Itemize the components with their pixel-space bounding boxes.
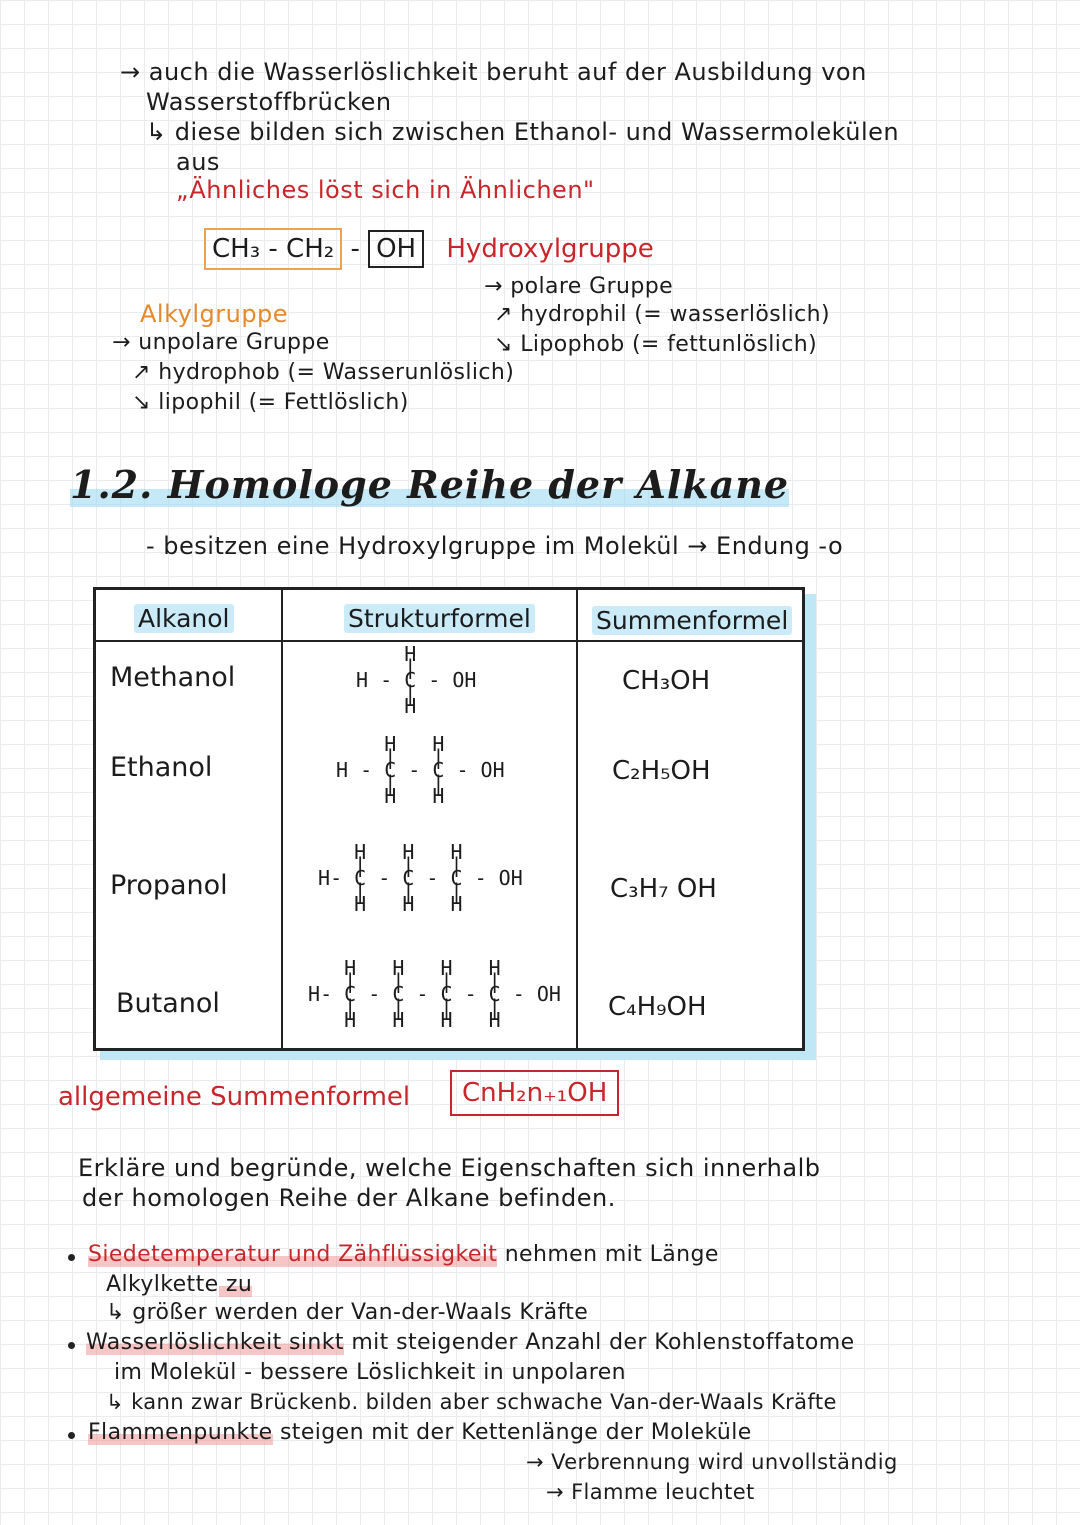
intro-quote: „Ähnliches löst sich in Ähnlichen" — [176, 176, 595, 204]
table-row-name: Propanol — [110, 870, 228, 901]
table-row-structure: H H H | | | H- C - C - C - OH | | | H H H — [318, 840, 523, 916]
intro-line-3: ↳ diese bilden sich zwischen Ethanol- und Wassermolekülen — [146, 118, 900, 146]
hydroxyl-label: Hydroxylgruppe — [446, 234, 654, 264]
alkyl-prop-1: → unpolare Gruppe — [112, 330, 330, 355]
general-formula: CnH₂n₊₁OH — [450, 1070, 619, 1116]
table-row-formula: CH₃OH — [622, 666, 711, 696]
bullet-dot — [68, 1254, 75, 1261]
bullet-2-sub: ↳ kann zwar Brückenb. bilden aber schwache Van-der-Waals Kräfte — [106, 1390, 837, 1414]
bullet-3-sub-1: → Verbrennung wird unvollständig — [526, 1450, 898, 1474]
table-divider — [96, 640, 802, 642]
bullet-dot — [68, 1432, 75, 1439]
alkyl-prop-3: ↘ lipophil (= Fettlöslich) — [132, 390, 409, 415]
alkyl-label: Alkylgruppe — [140, 300, 289, 328]
header-summen: Summenformel — [592, 606, 792, 635]
bullet-3-sub-2: → Flamme leuchtet — [546, 1480, 755, 1504]
bullet-1-line-1: Siedetemperatur und Zähflüssigkeit nehmen mit Länge — [88, 1242, 719, 1267]
bullet-1-line-2: Alkylkette zu — [106, 1272, 253, 1297]
section-title — [70, 462, 789, 507]
table-row-structure: H | H - C - OH | H — [356, 642, 477, 718]
intro-line-2: Wasserstoffbrücken — [146, 88, 392, 116]
table-row-structure: H H H H | | | | H- C - C - C - C - OH | | | | H H H H — [308, 956, 561, 1032]
header-alkanol: Alkanol — [134, 604, 234, 633]
table-row-name: Methanol — [110, 662, 236, 693]
section-title-text: 1.2. Homologe Reihe der Alkane — [70, 462, 790, 507]
bullet-1-sub: ↳ größer werden der Van-der-Waals Kräfte — [106, 1300, 589, 1325]
table-row-name: Butanol — [116, 988, 220, 1019]
molecule-formula — [204, 234, 654, 264]
table-row-formula: C₂H₅OH — [612, 756, 711, 786]
bullet-3-line-1: Flammenpunkte steigen mit der Kettenlänge der Moleküle — [88, 1420, 752, 1445]
alkyl-prop-2: ↗ hydrophob (= Wasserunlöslich) — [132, 360, 515, 385]
table-row-structure: H H | | H - C - C - OH | | H H — [336, 732, 505, 808]
bond-dash: - — [350, 234, 360, 264]
bullet-2-line-2: im Molekül - bessere Löslichkeit in unpolaren — [114, 1360, 626, 1385]
table-row-formula: C₄H₉OH — [608, 992, 707, 1022]
table-row-name: Ethanol — [110, 752, 213, 783]
question-line-2: der homologen Reihe der Alkane befinden. — [82, 1184, 616, 1212]
intro-line-4: aus — [176, 148, 220, 176]
oh-part: OH — [368, 230, 424, 268]
bullet-2-line-1: Wasserlöslichkeit sinkt mit steigender Anzahl der Kohlenstoffatome — [86, 1330, 855, 1355]
bullet-dot — [68, 1342, 75, 1349]
table-divider — [576, 590, 578, 1048]
table-row-formula: C₃H₇ OH — [610, 874, 717, 904]
general-formula-label: allgemeine Summenformel — [58, 1082, 411, 1112]
header-struktur: Strukturformel — [344, 604, 535, 633]
hydroxyl-prop-2: ↗ hydrophil (= wasserlöslich) — [494, 302, 830, 327]
hydroxyl-prop-3: ↘ Lipophob (= fettunlöslich) — [494, 332, 818, 357]
section-subtitle: - besitzen eine Hydroxylgruppe im Molekül → Endung -o — [146, 532, 844, 560]
question-line-1: Erkläre und begründe, welche Eigenschaften sich innerhalb — [78, 1154, 821, 1182]
hydroxyl-prop-1: → polare Gruppe — [484, 274, 674, 299]
alkanol-table — [93, 587, 805, 1051]
table-divider — [281, 590, 283, 1048]
intro-line-1: → auch die Wasserlöslichkeit beruht auf der Ausbildung von — [120, 58, 867, 86]
alkyl-part: CH₃ - CH₂ — [204, 228, 342, 270]
